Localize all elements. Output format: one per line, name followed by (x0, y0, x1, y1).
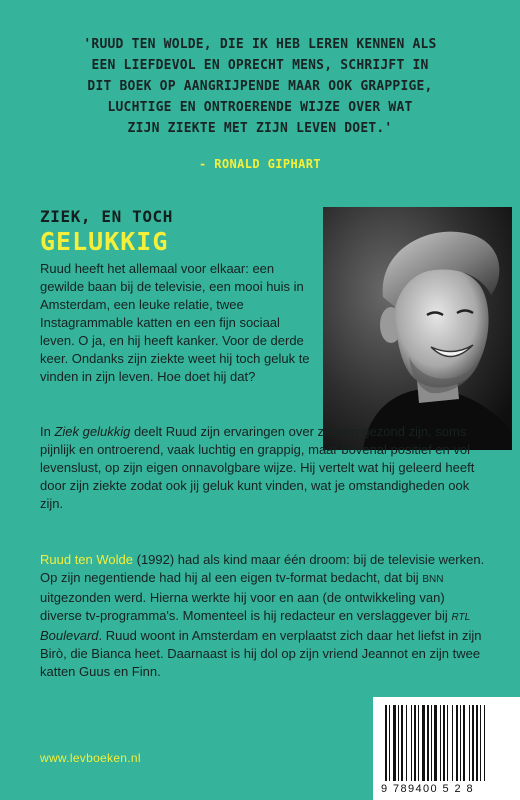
intro-paragraph: Ruud heeft het allemaal voor elkaar: een gewilde baan bij de televisie, een mooi huis in Amsterdam, een leuke relatie, twee Instagrammable katten en een fijn sociaal leven. O ja, en hij heeft kanker. Voor de derde keer. Ondanks zijn ziekte weet hij toch geluk te vinden in zijn leven. Hoe doet hij dat? (40, 261, 310, 384)
barcode-bars (373, 697, 520, 783)
barcode-bar (463, 705, 465, 781)
paragraph-text: uitgezonden werd. Hierna werkte hij voor en aan (de ontwikkeling van) diverse tv-programma's. Momenteel is hij redacteur en verslaggever bij (40, 590, 452, 623)
channel-name: RTL (451, 612, 471, 623)
publisher-website[interactable]: www.levboeken.nl (40, 751, 141, 765)
barcode-bar (434, 705, 437, 781)
quote-line: DIT BOEK OP AANGRIJPENDE MAAR OOK GRAPPIGE, (87, 79, 433, 94)
barcode-bar (411, 705, 412, 781)
book-title: Ziek gelukkig (54, 424, 131, 439)
heading-line-2: GELUKKIG (40, 227, 169, 256)
barcode-bar (447, 705, 448, 781)
paragraph-text: deelt Ruud zijn ervaringen over ziek en gezond zijn, soms pijnlijk en ontroerend, vaak luchtig en grappig, maar bovenal positief en vol levenslust, op zijn eigen onnavolgbare wijze. Hij vertelt wat hij geleerd heeft door zijn ziekte zodat ook jij geluk kunt vinden, wat je omstandigheden ook zijn. (40, 424, 475, 511)
author-name: Ruud ten Wolde (40, 552, 133, 567)
quote-line: EEN LIEFDEVOL EN OPRECHT MENS, SCHRIJFT IN (91, 58, 429, 73)
author-photo-illustration (323, 207, 512, 450)
description-paragraph (40, 423, 480, 513)
barcode-bar (393, 705, 396, 781)
barcode-bar (431, 705, 432, 781)
barcode-bar (456, 705, 458, 781)
barcode-bar (476, 705, 478, 781)
barcode-bar (472, 705, 474, 781)
author-portrait (323, 207, 512, 450)
barcode (373, 697, 520, 800)
barcode-bar (443, 705, 445, 781)
barcode-bar (398, 705, 399, 781)
barcode-bar (414, 705, 416, 781)
show-name: Boulevard (40, 628, 99, 643)
barcode-bar (452, 705, 453, 781)
barcode-bar (427, 705, 429, 781)
barcode-bar (469, 705, 470, 781)
back-cover-quote (40, 34, 480, 139)
channel-name: BNN (422, 574, 444, 585)
barcode-bar (440, 705, 441, 781)
barcode-bar (422, 705, 425, 781)
paragraph-text: . Ruud woont in Amsterdam en verplaatst zich daar het liefst in zijn Birò, die Bianca heet. Daarnaast is hij dol op zijn vriend Jeannot en zijn twee katten Guus en Finn. (40, 628, 482, 679)
barcode-bar (484, 705, 485, 781)
barcode-bar (385, 705, 387, 781)
barcode-bar (401, 705, 403, 781)
quote-attribution: - RONALD GIPHART (199, 157, 321, 171)
barcode-bar (389, 705, 390, 781)
quote-line: LUCHTIGE EN ONTROERENDE WIJZE OVER WAT (107, 100, 413, 115)
paragraph-text: In (40, 424, 55, 439)
heading-line-1: ZIEK, EN TOCH (40, 207, 174, 226)
quote-line: ZIJN ZIEKTE MET ZIJN LEVEN DOET.' (127, 121, 393, 136)
barcode-bar (406, 705, 407, 781)
paragraph-text: (1992) had als kind maar één droom: bij de televisie werken. Op zijn negentiende had hij al een eigen tv-format bedacht, dat bij (40, 552, 485, 585)
barcode-bar (418, 705, 419, 781)
quote-line: 'RUUD TEN WOLDE, DIE IK HEB LEREN KENNEN ALS (83, 37, 437, 52)
barcode-bar (480, 705, 481, 781)
barcode-digits: 9 789400 5 2 8 (381, 783, 475, 795)
author-bio-paragraph (40, 551, 485, 681)
barcode-bar (460, 705, 461, 781)
